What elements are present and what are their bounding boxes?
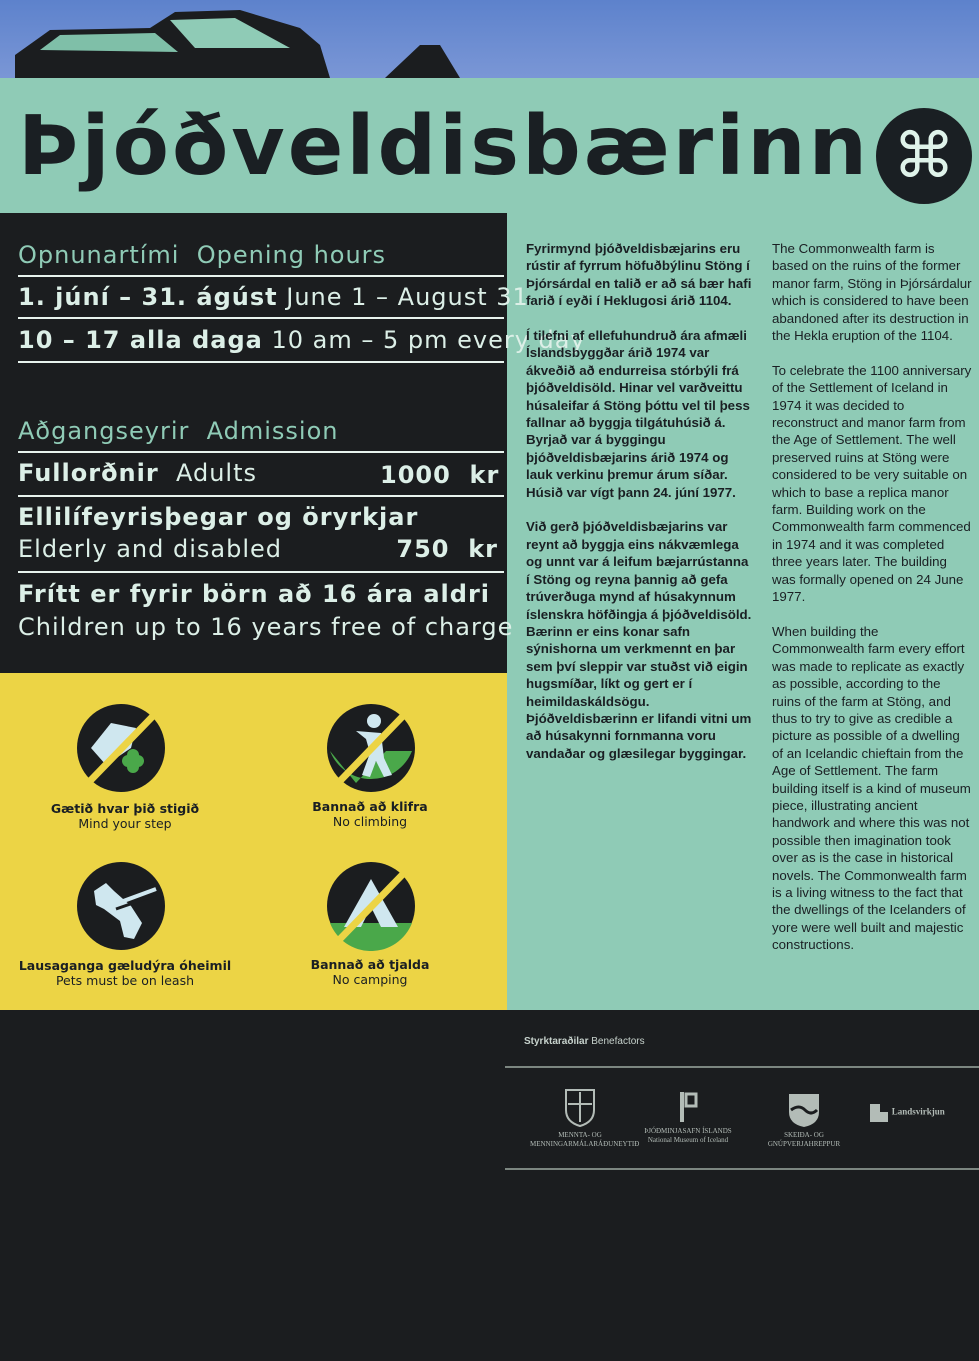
paragraph: To celebrate the 1100 anniversary of the Settlement of Iceland in 1974 it was decided to reconstruct and manor farm from the Age of Settlement. The well preserved ruins at Stöng were considered to be very suitable on which to base a replica manor farm. Building work on the Commonwealth farm commenced in 1974 and it was completed three years later. The building was formally opened on 24 June 1977. xyxy=(772,362,972,605)
paragraph: Fyrirmynd þjóðveldisbæjarins eru rústir af fyrrum höfuðbýlinu Stöng í Þjórsárdal en talið er að sá bær hafi farið í eyði í Heklugosi árið 1104. xyxy=(526,241,752,309)
benefactor-logo xyxy=(752,1092,856,1149)
children-en: Children up to 16 years free of charge xyxy=(18,613,514,641)
hours-times xyxy=(18,326,586,354)
divider xyxy=(18,275,504,277)
logo-caption: Landsvirkjun xyxy=(891,1106,945,1117)
pets-leash-label xyxy=(5,958,245,988)
no-camping-label xyxy=(250,957,490,987)
paragraph: Í tilefni af ellefuhundruð ára afmæli Íslandsbyggðar árið 1974 var ákveðið að endurreisa stórbýli frá þjóðveldisöld. Hinar vel varðveittu húsaleifar á Stöng þóttu vel til þess fallnar að byggja tilgátuhúsið á. Byrjað var á byggingu þjóðveldisbæjarins árið 1974 og lauk verkinu þremur árum síðar. Húsið var vígt þann 24. júní 1977. xyxy=(526,328,750,500)
admission-heading-is: Aðgangseyrir xyxy=(18,417,190,445)
adults-label-en: Adults xyxy=(175,459,257,487)
mind-step-label-en: Mind your step xyxy=(78,816,172,831)
hours-dates-is: 1. júní – 31. ágúst xyxy=(18,283,278,311)
paragraph: Við gerð þjóðveldisbæjarins var reynt að byggja eins nákvæmlega og unnt var á leifum bæjarrústanna í Stöng og reyna þannig að gefa trúverðuga mynd af húsakynnum íslenskra höfðingja á þjóðveldisöld. Bærinn er eins konar safn sýnishorna um verkmennt en þar sem því sleppir var stuðst við eigin hugsmíðar, líkt og gert er í heimildaskáldsögu. Þjóðveldisbærinn er lifandi vitni um að húsakynni fornmanna voru vandaðar og glæsilegar byggingar. xyxy=(526,519,752,761)
benefactors-label xyxy=(524,1036,645,1047)
text-column-english xyxy=(772,240,972,971)
benefactors-panel xyxy=(0,1010,979,1361)
info-panel xyxy=(0,213,586,673)
no-camping-label-en: No camping xyxy=(332,972,408,987)
coat-of-arms-icon xyxy=(560,1086,600,1128)
divider xyxy=(18,451,504,453)
divider xyxy=(18,571,504,573)
shield-logo-icon xyxy=(787,1092,821,1128)
divider xyxy=(505,1066,979,1068)
no-camping-label-is: Bannað að tjalda xyxy=(310,957,430,972)
divider xyxy=(505,1168,979,1170)
hours-heading xyxy=(18,241,386,269)
benefactors-label-is: Styrktaraðilar xyxy=(524,1036,589,1047)
elderly-is: Ellilífeyrisþegar og öryrkjar xyxy=(18,503,419,531)
pets-leash-label-en: Pets must be on leash xyxy=(55,973,195,988)
hours-dates xyxy=(18,283,529,311)
no-climbing-label-is: Bannað að klifra xyxy=(312,799,428,814)
text-column-icelandic xyxy=(526,240,754,780)
adults-row xyxy=(18,459,257,487)
logo-caption: ÞJÓÐMINJASAFN ÍSLANDS National Museum of Iceland xyxy=(644,1127,732,1144)
hours-dates-en: June 1 – August 31 xyxy=(286,283,529,311)
adults-price: 1000 kr xyxy=(380,461,500,489)
paragraph: When building the Commonwealth farm every effort was made to replicate as exactly as possible, according to the ruins of the farm at Stöng, and thus to try to give as credible a picture as possible of a dwelling of an Icelandic chieftain from the Age of Settlement. The farm building itself is a kind of museum piece, illustrating ancient handwork and where this was not possible then imagination took over as is the case in historical novels. The Commonwealth farm is a living witness to the fact that the dwellings of the Icelanders of yore were well built and majestic constructions. xyxy=(772,623,971,953)
museum-logo-icon xyxy=(676,1090,700,1124)
information-sign xyxy=(0,78,979,1361)
landsvirkjun-logo-icon xyxy=(868,1102,890,1124)
hours-times-en: 10 am – 5 pm every day xyxy=(271,326,586,354)
logo-caption: MENNTA- OG MENNINGARMÁLARÁÐUNEYTIÐ xyxy=(530,1131,640,1148)
admission-heading-en: Admission xyxy=(206,417,339,445)
farm-roofs-silhouette xyxy=(0,0,979,80)
divider xyxy=(18,317,504,319)
hours-heading-is: Opnunartími xyxy=(18,241,180,269)
benefactor-logo xyxy=(868,1102,974,1124)
no-camping-icon xyxy=(326,861,416,951)
benefactors-label-en: Benefactors xyxy=(591,1036,645,1047)
elderly-price: 750 kr xyxy=(396,535,498,563)
pets-leash-icon xyxy=(76,861,166,951)
divider xyxy=(18,361,504,363)
mind-step-icon xyxy=(76,703,166,793)
no-climbing-icon xyxy=(326,703,416,793)
no-climbing-label xyxy=(250,799,490,829)
no-climbing-label-en: No climbing xyxy=(332,814,408,829)
pictogram-panel xyxy=(0,673,507,1010)
mind-step-label xyxy=(5,801,245,831)
hours-times-is: 10 – 17 alla daga xyxy=(18,326,263,354)
divider xyxy=(18,495,504,497)
benefactor-logo xyxy=(636,1090,740,1145)
benefactor-logo xyxy=(530,1086,640,1149)
hours-heading-en: Opening hours xyxy=(196,241,387,269)
command-symbol-icon: ⌘ xyxy=(876,108,972,204)
paragraph: The Commonwealth farm is based on the ruins of the former manor farm, Stöng in Þjórsárdalur which is considered to have been abandoned after its destruction in the Hekla eruption of the 1104. xyxy=(772,241,972,344)
elderly-en: Elderly and disabled xyxy=(18,535,282,563)
logo-caption: SKEIÐA- OG GNÚPVERJAHREPPUR xyxy=(767,1131,841,1148)
adults-label-is: Fullorðnir xyxy=(18,459,159,487)
pets-leash-label-is: Lausaganga gæludýra óheimil xyxy=(18,958,232,973)
page-title: Þjóðveldisbærinn xyxy=(18,99,870,194)
children-is: Frítt er fyrir börn að 16 ára aldri xyxy=(18,580,491,608)
mind-step-label-is: Gætið hvar þið stigið xyxy=(50,801,200,816)
admission-heading xyxy=(18,417,339,445)
